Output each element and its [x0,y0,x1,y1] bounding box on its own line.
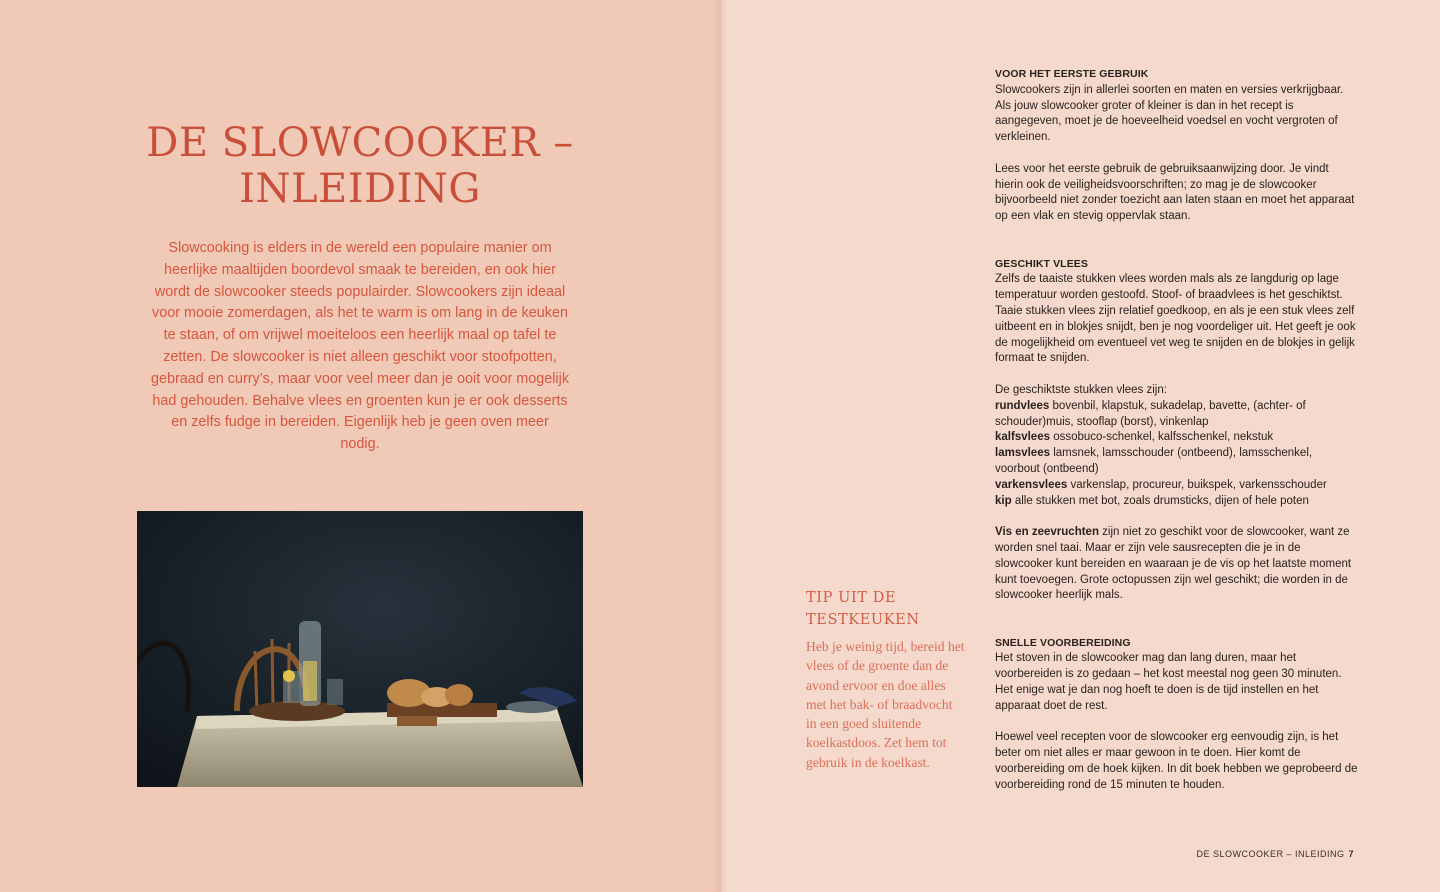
prep-paragraph-1: Het stoven in de slowcooker mag dan lang duren, maar het voorbereiden is zo gedaan – het kost meestal nog geen 30 minuten. Het enige wat je dan nog hoeft te doen is de tijd instellen en het apparaat doet de rest. [995,652,1342,712]
heading-prep: SNELLE VOORBEREIDING [995,636,1131,649]
meat-term: varkensvlees [995,478,1068,491]
meat-item-beef: rundvlees bovenbil, klapstuk, sukadelap, bavette, (achter- of schouder)muis, stooflap (borst), vinkenlap [995,399,1306,428]
meat-item-lamb: lamsvlees lamsnek, lamsschouder (ontbeend), lamsschenkel, voorbout (ontbeend) [995,447,1313,475]
book-gutter [714,0,728,892]
meat-item-veal: kalfsvlees ossobuco-schenkel, kalfsschenkel, nekstuk [995,431,1274,444]
meat-term: kalfsvlees [995,431,1050,444]
meat-item-pork: varkensvlees varkenslap, procureur, buikspek, varkensschouder [995,478,1327,491]
meat-term: rundvlees [995,399,1050,412]
page-number: 7 [1348,849,1354,859]
meat-item-chicken: kip alle stukken met bot, zoals drumsticks, dijen of hele poten [995,494,1309,507]
meat-paragraph-1: Zelfs de taaiste stukken vlees worden mals als ze langdurig op lage temperatuur worden gestoofd. Stoof- of braadvlees is het geschiktst. Taaie stukken vlees zijn relatief goedkoop, en als je een stuk vlees zelf uitbeent en in blokjes snijdt, ben je nog voordeliger uit. Het geeft je ook de mogelijkheid om eventueel vet weg te snijden en de blokjes in gelijk formaat te snijden. [995,273,1356,365]
table-setting-photo [137,511,583,787]
meat-term: kip [995,494,1012,507]
intro-paragraph: Slowcooking is elders in de wereld een populaire manier om heerlijke maaltijden boordevol smaak te bereiden, en ook hier wordt de slowcooker steeds populairder. Slowcookers zijn ideaal voor mooie zomerdagen, als het te warm is om lang in de keuken te staan, of om vrijwel moeiteloos een heerlijk maal op tafel te zetten. De slowcooker is niet alleen geschikt voor stoofpotten, gebraad en curry’s, maar voor veel meer dan je ooit voor mogelijk had gehouden. Behalve vlees en groenten kun je er ook desserts en zelfs fudge in bereiden. Eigenlijk heb je geen oven meer nodig. [150,240,570,453]
tip-title-line-1: TIP UIT DE [806,590,897,606]
meat-list-intro: De geschiktste stukken vlees zijn: [995,383,1167,396]
heading-meat: GESCHIKT VLEES [995,257,1088,270]
prep-paragraph-2: Hoewel veel recepten voor de slowcooker erg eenvoudig zijn, is het beter om niet alles er maar gewoon in te doen. Hier komt de voorbereiding om de hoek kijken. In dit boek hebben we geprobeerd de voorbereiding rond de 15 minuten te houden. [995,731,1358,791]
fish-paragraph: Vis en zeevruchten zijn niet zo geschikt voor de slowcooker, want ze worden snel taai. Maar er zijn vele sausrecepten die je in de slowcooker kunt bereiden en waaraan je de vis op het laatste moment kunt toevoegen. Grote octopussen zijn wel geschikt; die worden in de slowcooker heerlijk mals. [995,526,1352,602]
meat-term: lamsvlees [995,447,1050,460]
tip-text: Heb je weinig tijd, bereid het vlees of de groente dan de avond ervoor en doe alles met het bak- of braadvocht in een goed sluitende koelkastdoos. Zet hem tot gebruik in de koelkast. [806,639,965,770]
tip-title-line-2: TESTKEUKEN [806,611,920,628]
page-title-line-2: INLEIDING [239,166,481,212]
heading-first-use: VOOR HET EERSTE GEBRUIK [995,68,1149,80]
first-use-paragraph-1: Slowcookers zijn in allerlei soorten en maten en versies verkrijgbaar. Als jouw slowcooker groter of kleiner is dan in het recept is aangegeven, moet je de hoeveelheid voedsel en vocht vergroten of verkleinen. [995,83,1344,144]
page-title-line-1: DE SLOWCOOKER – [146,120,574,166]
right-column [995,67,1360,794]
page-title [140,120,580,212]
tip-title [806,588,976,631]
first-use-paragraph-2: Lees voor het eerste gebruik de gebruiksaanwijzing door. Je vindt hierin ook de veiligheidsvoorschriften; zo mag je de slowcooker bijvoorbeeld niet zonder toezicht aan laten staan en moet het apparaat op een vlak en stevig oppervlak staan. [995,162,1355,223]
fish-term: Vis en zeevruchten [995,526,1099,539]
running-footer [1196,849,1354,859]
footer-label: DE SLOWCOOKER – INLEIDING [1196,849,1345,859]
